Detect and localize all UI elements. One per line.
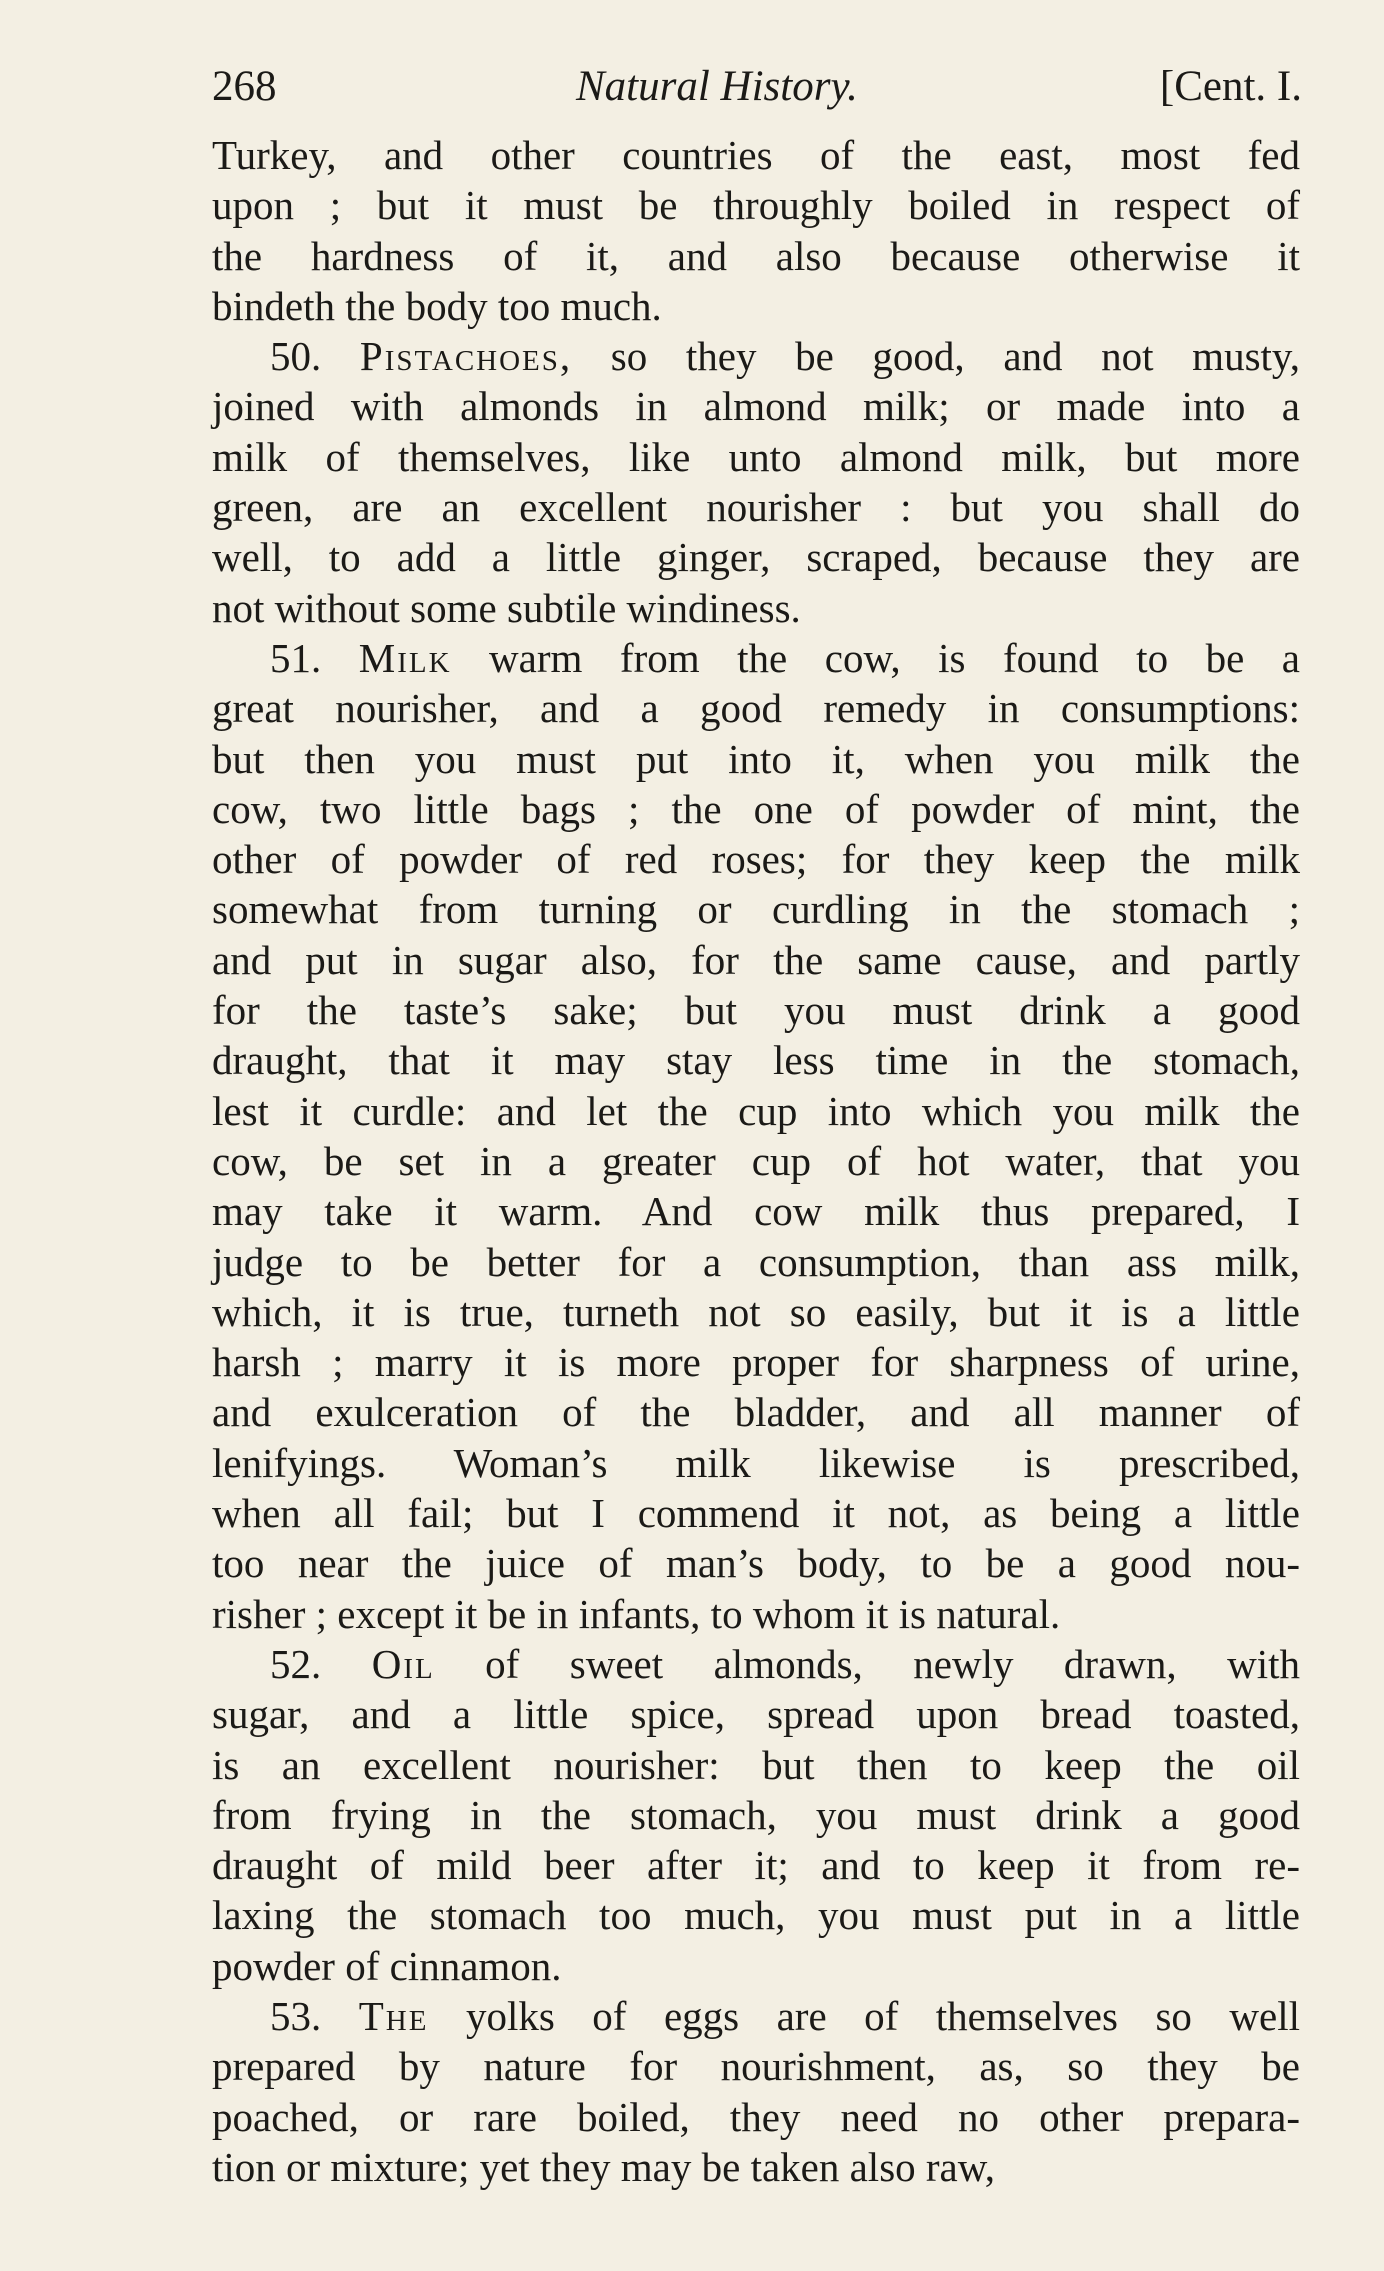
text-line: milk of themselves, like unto almond milk, but more — [212, 433, 1300, 480]
text-line: sugar, and a little spice, spread upon bread toasted, — [212, 1691, 1300, 1738]
text-line: laxing the stomach too much, you must put in a little — [212, 1892, 1300, 1939]
text-line: but then you must put into it, when you milk the — [212, 735, 1300, 782]
text-line: from frying in the stomach, you must drink a good — [212, 1791, 1300, 1838]
paragraph-number: 51. — [270, 634, 359, 681]
line-rest: so they be good, and not musty, — [572, 333, 1301, 380]
paragraph-number: 53. — [270, 1992, 359, 2039]
running-header — [212, 62, 1302, 122]
text-line: draught, that it may stay less time in the stomach, — [212, 1037, 1300, 1084]
text-line: is an excellent nourisher: but then to keep the oil — [212, 1741, 1300, 1788]
text-line: which, it is true, turneth not so easily, but it is a little — [212, 1288, 1300, 1335]
text-line — [212, 1639, 1300, 1689]
text-line: may take it warm. And cow milk thus prepared, I — [212, 1188, 1300, 1235]
text-line: lenifyings. Woman’s milk likewise is prescribed, — [212, 1439, 1300, 1486]
text-line: and put in sugar also, for the same cause, and partly — [212, 936, 1300, 983]
lead-word: Milk — [358, 634, 452, 681]
text-line: cow, two little bags ; the one of powder of mint, the — [212, 785, 1300, 832]
text-line: somewhat from turning or curdling in the stomach ; — [212, 886, 1300, 933]
section-marker: [Cent. I. — [1159, 63, 1302, 110]
text-line: poached, or rare boiled, they need no other prepara- — [212, 2093, 1300, 2140]
text-line — [212, 1991, 1300, 2041]
page-number: 268 — [212, 63, 277, 110]
lead-word: The — [358, 1992, 429, 2039]
paragraph-number: 52. — [270, 1640, 372, 1687]
paragraph-number: 50. — [270, 333, 360, 380]
text-line — [212, 331, 1300, 381]
text-line: when all fail; but I commend it not, as being a little — [212, 1490, 1300, 1537]
text-line: other of powder of red roses; for they keep the milk — [212, 836, 1300, 883]
text-line: cow, be set in a greater cup of hot water, that you — [212, 1137, 1300, 1184]
text-line: bindeth the body too much. — [212, 282, 662, 329]
text-line: green, are an excellent nourisher : but you shall do — [212, 484, 1300, 531]
body-text — [212, 130, 1300, 2192]
line-rest: yolks of eggs are of themselves so well — [428, 1992, 1301, 2039]
lead-word: Pistachoes, — [359, 333, 573, 380]
text-line: not without some subtile windiness. — [212, 584, 801, 631]
text-line: for the taste’s sake; but you must drink a good — [212, 987, 1300, 1034]
text-line: Turkey, and other countries of the east, most fed — [212, 132, 1300, 178]
text-line: too near the juice of man’s body, to be a good nou- — [212, 1540, 1300, 1587]
text-line: draught of mild beer after it; and to keep it from re- — [212, 1842, 1300, 1889]
text-line: tion or mixture; yet they may be taken also raw, — [212, 2143, 995, 2190]
text-line: lest it curdle: and let the cup into which you milk the — [212, 1087, 1300, 1134]
line-rest: warm from the cow, is found to be a — [451, 634, 1300, 681]
text-line: harsh ; marry it is more proper for sharpness of urine, — [212, 1339, 1300, 1386]
text-line: great nourisher, and a good remedy in consumptions: — [212, 685, 1300, 732]
line-rest: of sweet almonds, newly drawn, with — [434, 1640, 1300, 1687]
text-line: and exulceration of the bladder, and all manner of — [212, 1389, 1300, 1436]
text-line: well, to add a little ginger, scraped, because they are — [212, 534, 1300, 581]
text-line: judge to be better for a consumption, than ass milk, — [212, 1238, 1300, 1285]
text-line: upon ; but it must be throughly boiled in respect of — [212, 182, 1300, 229]
text-line: powder of cinnamon. — [212, 1942, 562, 1989]
text-line: the hardness of it, and also because otherwise it — [212, 232, 1300, 279]
text-line: joined with almonds in almond milk; or made into a — [212, 383, 1300, 430]
lead-word: Oil — [371, 1640, 435, 1687]
text-line: prepared by nature for nourishment, as, so they be — [212, 2043, 1300, 2090]
running-title: Natural History. — [576, 63, 858, 110]
text-line — [212, 633, 1300, 683]
text-line: risher ; except it be in infants, to whom it is natural. — [212, 1590, 1061, 1637]
